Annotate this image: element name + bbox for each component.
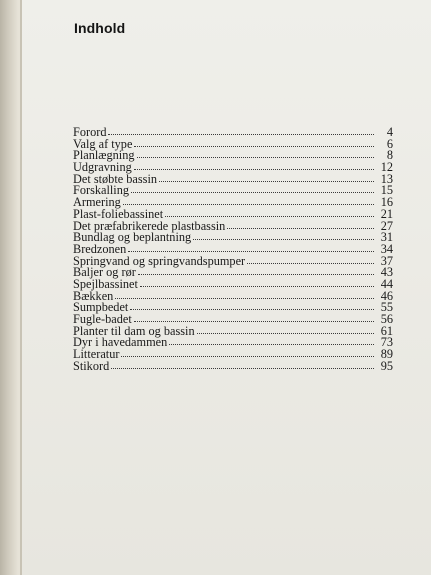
dot-leader <box>197 332 374 334</box>
toc-entry-title: Litteratur <box>73 347 120 362</box>
dot-leader <box>140 285 374 287</box>
dot-leader <box>128 250 374 252</box>
toc-entry-title: Sumpbedet <box>73 300 129 315</box>
toc-entry-page-number: 34 <box>380 241 393 256</box>
toc-entry-title: Bækken <box>73 288 114 303</box>
toc-entry <box>73 185 393 197</box>
toc-entry-title: Forskalling <box>73 183 130 198</box>
toc-entry-page-number: 89 <box>380 347 393 362</box>
toc-entry-title: Dyr i havedammen <box>73 335 168 350</box>
toc-entry-page-number: 4 <box>386 125 393 139</box>
dot-leader <box>247 262 374 264</box>
toc-entry-page-number: 13 <box>380 171 393 186</box>
toc-entry-title: Baljer og rør <box>73 265 136 280</box>
dot-leader <box>108 133 374 135</box>
dot-leader <box>137 156 375 158</box>
toc-entry <box>73 349 393 361</box>
toc-entry <box>73 358 393 373</box>
toc-entry-page-number: 8 <box>386 148 393 163</box>
dot-leader <box>193 238 374 240</box>
toc-entry-page-number: 73 <box>380 335 393 350</box>
toc-entry-page-number: 37 <box>380 253 393 268</box>
toc-entry-title: Bundlag og beplantning <box>73 230 192 245</box>
toc-entry-title: Fugle-badet <box>73 312 132 326</box>
toc-entry-page-number: 55 <box>380 300 393 315</box>
dot-leader <box>111 367 374 369</box>
toc-entry-page-number: 16 <box>380 195 393 210</box>
dot-leader <box>134 168 374 170</box>
toc-entry-title: Valg af type <box>73 136 133 151</box>
toc-entry-title: Stikord <box>73 358 110 373</box>
dot-leader <box>131 191 374 193</box>
toc-entry-title: Det støbte bassin <box>73 171 158 186</box>
toc-entry-page-number: 44 <box>380 276 393 291</box>
toc-entry-page-number: 6 <box>386 136 393 151</box>
toc-entry-title: Plast-foliebassinet <box>73 206 164 221</box>
toc-entry-title: Planter til dam og bassin <box>73 323 195 338</box>
toc-entry <box>73 337 393 349</box>
dot-leader <box>134 320 374 322</box>
toc-entry-page-number: 43 <box>380 265 393 280</box>
dot-leader <box>159 180 374 182</box>
toc-entry-title: Springvand og springvandspumper <box>73 253 246 268</box>
dot-leader <box>134 145 374 147</box>
dot-leader <box>138 273 374 275</box>
dot-leader <box>121 355 374 357</box>
toc-entry-page-number: 31 <box>380 230 393 245</box>
dot-leader <box>130 308 374 310</box>
dot-leader <box>115 297 374 299</box>
dot-leader <box>165 215 374 217</box>
page-heading: Indhold <box>74 20 126 36</box>
toc-entry-page-number: 27 <box>380 218 393 233</box>
toc-entry-page-number: 46 <box>380 288 393 303</box>
toc-entry-page-number: 12 <box>380 160 393 175</box>
toc-entry <box>73 276 393 291</box>
dot-leader <box>123 203 374 205</box>
toc-entry-title: Bredzonen <box>73 241 127 256</box>
toc-entry-title: Spejlbassinet <box>73 276 138 291</box>
dot-leader <box>169 343 374 345</box>
toc-entry-page-number: 21 <box>380 206 393 221</box>
dot-leader <box>227 227 374 229</box>
table-of-contents <box>73 127 393 372</box>
toc-entry-page-number: 15 <box>380 183 393 198</box>
toc-entry-title: Forord <box>73 125 107 139</box>
toc-entry-title: Planlægning <box>73 148 135 163</box>
toc-entry-title: Det præfabrikerede plastbassin <box>73 218 226 233</box>
toc-entry-page-number: 56 <box>380 312 393 326</box>
toc-entry-page-number: 61 <box>380 323 393 338</box>
toc-entry-title: Armering <box>73 195 121 210</box>
toc-entry-title: Udgravning <box>73 160 132 175</box>
toc-entry-page-number: 95 <box>380 358 393 373</box>
